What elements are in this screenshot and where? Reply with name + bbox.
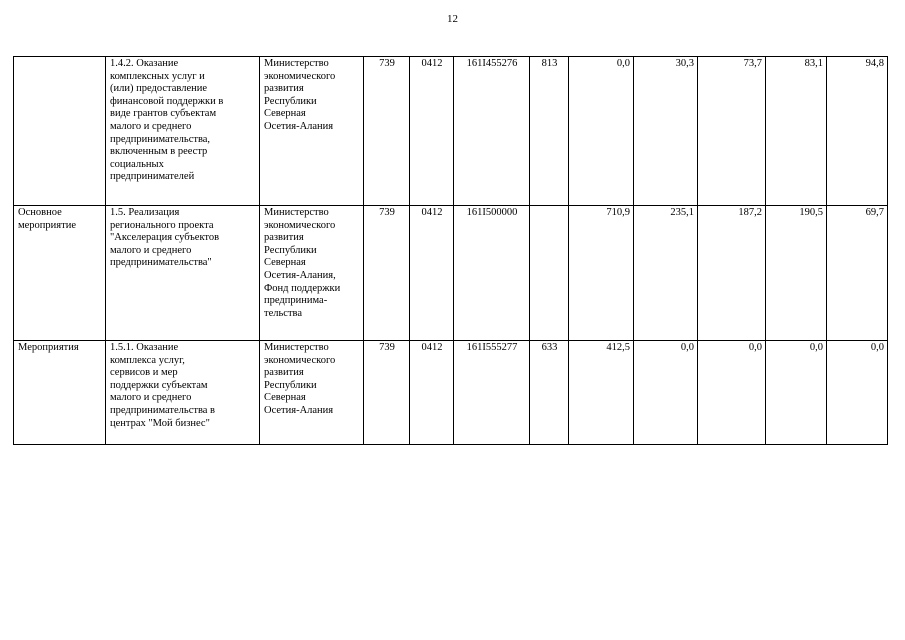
status-cell: Основное мероприятие (14, 206, 106, 341)
event-name-cell: 1.5. Реализация регионального проекта "Акселерация субъектов малого и среднего предпринимательства" (106, 206, 260, 341)
status-cell (14, 57, 106, 206)
status-cell: Мероприятия (14, 341, 106, 445)
executor-cell: Министерство экономического развития Республики Северная Осетия-Алания (260, 57, 364, 206)
value-cell: 235,1 (634, 206, 698, 341)
event-name-cell: 1.4.2. Оказание комплексных услуг и (или) предоставление финансовой поддержки в виде грантов субъектам малого и среднего предпринимательства, включенным в реестр социальных предпринимателей (106, 57, 260, 206)
grbs-cell: 739 (364, 206, 410, 341)
value-cell: 0,0 (569, 57, 634, 206)
table-row (14, 206, 888, 341)
event-name-cell: 1.5.1. Оказание комплекса услуг, сервисов и мер поддержки субъектам малого и среднего предпринимательства в центрах "Мой бизнес" (106, 341, 260, 445)
value-cell: 0,0 (827, 341, 888, 445)
value-cell: 30,3 (634, 57, 698, 206)
csr-cell: 161I455276 (454, 57, 530, 206)
rzpr-cell: 0412 (410, 57, 454, 206)
vr-cell: 633 (530, 341, 569, 445)
value-cell: 0,0 (766, 341, 827, 445)
csr-cell: 161I500000 (454, 206, 530, 341)
value-cell: 73,7 (698, 57, 766, 206)
value-cell: 83,1 (766, 57, 827, 206)
value-cell: 69,7 (827, 206, 888, 341)
value-cell: 190,5 (766, 206, 827, 341)
budget-table (13, 56, 888, 445)
value-cell: 187,2 (698, 206, 766, 341)
value-cell: 0,0 (698, 341, 766, 445)
executor-cell: Министерство экономического развития Республики Северная Осетия-Алания (260, 341, 364, 445)
vr-cell: 813 (530, 57, 569, 206)
executor-cell: Министерство экономического развития Республики Северная Осетия-Алания, Фонд поддержки предпринима- тельства (260, 206, 364, 341)
rzpr-cell: 0412 (410, 341, 454, 445)
table-row (14, 341, 888, 445)
page-number: 12 (447, 13, 458, 25)
rzpr-cell: 0412 (410, 206, 454, 341)
value-cell: 94,8 (827, 57, 888, 206)
grbs-cell: 739 (364, 341, 410, 445)
vr-cell (530, 206, 569, 341)
table-row (14, 57, 888, 206)
value-cell: 412,5 (569, 341, 634, 445)
value-cell: 710,9 (569, 206, 634, 341)
csr-cell: 161I555277 (454, 341, 530, 445)
value-cell: 0,0 (634, 341, 698, 445)
grbs-cell: 739 (364, 57, 410, 206)
